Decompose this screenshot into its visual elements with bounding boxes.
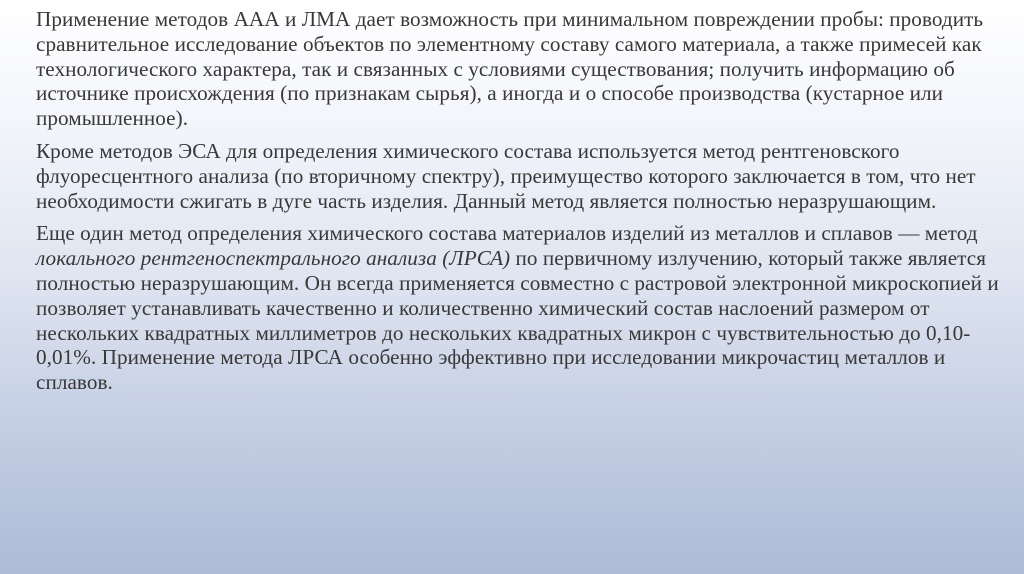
- slide-body: [36, 7, 1011, 403]
- paragraph-aaa-lma: Применение методов ААА и ЛМА дает возможность при минимальном повреждении пробы: проводить сравнительное исследование объектов по элементному составу самого материала, а также примесей как технологического характера, так и связанных с условиями существования; получить информацию об источнике происхождения (по признакам сырья), а иногда и о способе производства (кустарное или промышленное).: [36, 7, 984, 131]
- paragraph-xrf: Кроме методов ЭСА для определения химического состава используется метод рентгеновского флуоресцентного анализа (по вторичному спектру), преимущество которого заключается в том, что нет необходимости сжигать в дуге часть изделия. Данный метод является полностью неразрушающим.: [36, 138, 976, 213]
- paragraph-lrsa-start: Еще один метод определения химического состава материалов изделий из металлов и сплавов — метод: [36, 221, 978, 246]
- paragraph-lrsa: [36, 221, 1011, 395]
- paragraph-lrsa-term: локального рентгеноспектрального анализа (ЛРСА): [36, 246, 511, 271]
- paragraph-lrsa-end: по первичному излучению, который также является полностью неразрушающим. Он всегда применяется совместно с растровой электронной микроскопией и позволяет устанавливать качественно и количественно химический состав наслоений размером от нескольких квадратных миллиметров до нескольких квадратных микрон с чувствительностью до 0,10-0,01%. Применение метода ЛРСА особенно эффективно при исследовании микрочастиц металлов и сплавов.: [36, 246, 999, 395]
